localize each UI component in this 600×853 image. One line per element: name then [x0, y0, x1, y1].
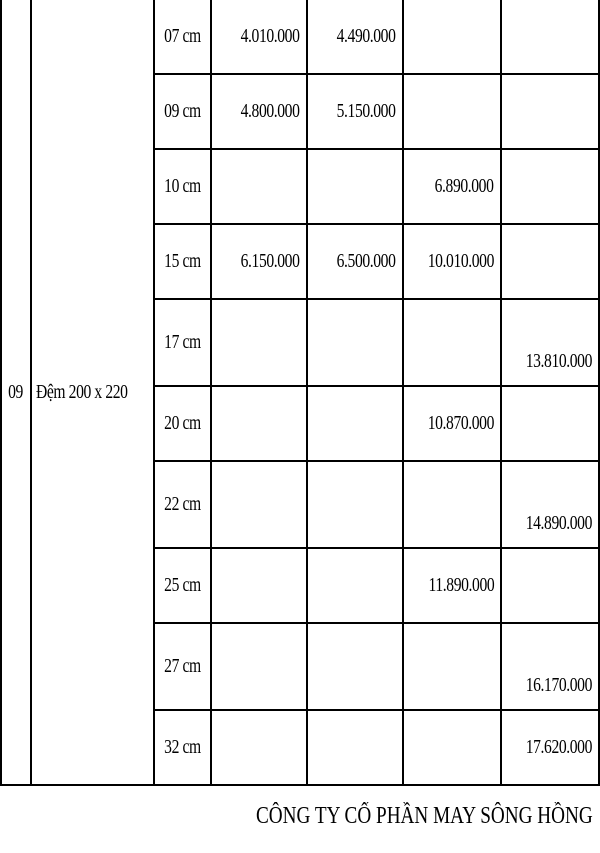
company-name: CÔNG TY CỔ PHẦN MAY SÔNG HỒNG [256, 803, 593, 829]
price-cell [307, 710, 403, 785]
thickness-cell: 07 cm [154, 0, 211, 74]
price-cell: 13.810.000 [501, 299, 599, 386]
price-cell [307, 299, 403, 386]
price-cell: 14.890.000 [501, 461, 599, 548]
thickness-cell: 32 cm [154, 710, 211, 785]
price-cell [307, 623, 403, 710]
price-cell: 4.490.000 [307, 0, 403, 74]
price-cell [211, 299, 307, 386]
price-cell: 10.870.000 [403, 386, 501, 461]
price-cell: 5.150.000 [307, 74, 403, 149]
price-cell [211, 149, 307, 224]
thickness-cell: 20 cm [154, 386, 211, 461]
price-cell [403, 623, 501, 710]
price-cell: 6.150.000 [211, 224, 307, 299]
price-cell: 16.170.000 [501, 623, 599, 710]
thickness-cell: 15 cm [154, 224, 211, 299]
thickness-cell: 10 cm [154, 149, 211, 224]
thickness-cell: 09 cm [154, 74, 211, 149]
price-cell [403, 74, 501, 149]
price-cell [307, 149, 403, 224]
price-cell [211, 710, 307, 785]
price-cell [501, 74, 599, 149]
price-cell [307, 461, 403, 548]
item-name-cell [31, 0, 154, 785]
price-cell [307, 386, 403, 461]
price-cell [403, 0, 501, 74]
price-cell [403, 461, 501, 548]
price-cell: 11.890.000 [403, 548, 501, 623]
price-cell: 6.890.000 [403, 149, 501, 224]
thickness-cell: 27 cm [154, 623, 211, 710]
price-cell [501, 224, 599, 299]
price-cell: 10.010.000 [403, 224, 501, 299]
price-cell [403, 710, 501, 785]
price-cell: 4.010.000 [211, 0, 307, 74]
item-name: Đệm 200 x 220 [35, 380, 128, 403]
price-cell [211, 386, 307, 461]
price-cell [501, 386, 599, 461]
price-cell [211, 623, 307, 710]
price-cell: 17.620.000 [501, 710, 599, 785]
price-cell: 6.500.000 [307, 224, 403, 299]
item-number-cell [1, 0, 31, 785]
thickness-cell: 25 cm [154, 548, 211, 623]
price-cell [501, 149, 599, 224]
price-cell [403, 299, 501, 386]
price-cell [501, 0, 599, 74]
price-cell [211, 461, 307, 548]
price-cell [211, 548, 307, 623]
thickness-cell: 17 cm [154, 299, 211, 386]
price-cell: 4.800.000 [211, 74, 307, 149]
price-cell [307, 548, 403, 623]
table-row [1, 0, 599, 74]
price-cell [501, 548, 599, 623]
item-number: 09 [8, 380, 24, 403]
thickness-cell: 22 cm [154, 461, 211, 548]
